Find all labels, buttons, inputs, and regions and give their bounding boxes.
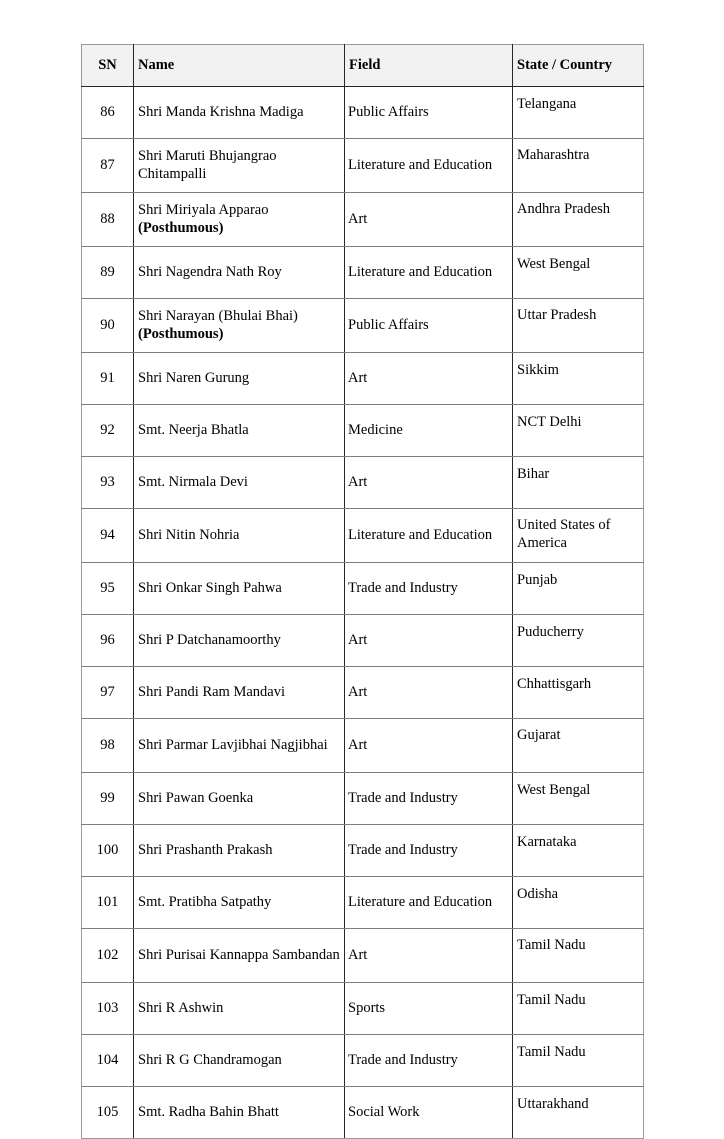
awards-table (81, 44, 644, 1139)
table-header-row (82, 45, 644, 87)
column-header-field: Field (345, 45, 513, 87)
cell-name: Shri Pawan Goenka (134, 773, 345, 825)
cell-serial-number: 92 (82, 405, 134, 457)
cell-name: Smt. Neerja Bhatla (134, 405, 345, 457)
cell-field: Trade and Industry (345, 773, 513, 825)
cell-field: Literature and Education (345, 139, 513, 193)
cell-state-country: Odisha (513, 877, 644, 929)
cell-name: Shri Maruti Bhujangrao Chitampalli (134, 139, 345, 193)
cell-serial-number: 93 (82, 457, 134, 509)
cell-field: Art (345, 353, 513, 405)
table-body (82, 87, 644, 1139)
table-row (82, 719, 644, 773)
cell-serial-number: 99 (82, 773, 134, 825)
cell-serial-number: 91 (82, 353, 134, 405)
cell-serial-number: 94 (82, 509, 134, 563)
awardee-name: Shri Miriyala Apparao (138, 201, 269, 218)
cell-name (134, 299, 345, 353)
cell-field: Literature and Education (345, 247, 513, 299)
table-row (82, 405, 644, 457)
cell-serial-number: 103 (82, 983, 134, 1035)
cell-serial-number: 86 (82, 87, 134, 139)
cell-serial-number: 96 (82, 615, 134, 667)
cell-name: Shri Purisai Kannappa Sambandan (134, 929, 345, 983)
column-header-sn: SN (82, 45, 134, 87)
cell-field: Social Work (345, 1087, 513, 1139)
cell-field: Trade and Industry (345, 563, 513, 615)
cell-name: Shri Pandi Ram Mandavi (134, 667, 345, 719)
cell-field: Literature and Education (345, 877, 513, 929)
cell-name: Shri Nagendra Nath Roy (134, 247, 345, 299)
cell-state-country: Puducherry (513, 615, 644, 667)
cell-state-country: Tamil Nadu (513, 929, 644, 983)
cell-serial-number: 98 (82, 719, 134, 773)
cell-state-country: Punjab (513, 563, 644, 615)
posthumous-label: (Posthumous) (138, 325, 224, 342)
cell-state-country: Telangana (513, 87, 644, 139)
cell-serial-number: 89 (82, 247, 134, 299)
cell-field: Literature and Education (345, 509, 513, 563)
cell-name: Shri R G Chandramogan (134, 1035, 345, 1087)
table-header (82, 45, 644, 87)
cell-state-country: United States of America (513, 509, 644, 563)
table-row (82, 983, 644, 1035)
column-header-name: Name (134, 45, 345, 87)
cell-state-country: Chhattisgarh (513, 667, 644, 719)
cell-field: Art (345, 615, 513, 667)
cell-field: Art (345, 667, 513, 719)
cell-field: Sports (345, 983, 513, 1035)
cell-field: Art (345, 719, 513, 773)
table-row (82, 457, 644, 509)
table-row (82, 825, 644, 877)
cell-state-country: Karnataka (513, 825, 644, 877)
table-row (82, 87, 644, 139)
cell-state-country: Maharashtra (513, 139, 644, 193)
cell-state-country: NCT Delhi (513, 405, 644, 457)
cell-name: Shri Prashanth Prakash (134, 825, 345, 877)
table-row (82, 139, 644, 193)
posthumous-label: (Posthumous) (138, 219, 224, 236)
table-row (82, 353, 644, 405)
awardee-name: Shri Narayan (Bhulai Bhai) (138, 307, 298, 324)
cell-name: Shri Parmar Lavjibhai Nagjibhai (134, 719, 345, 773)
cell-state-country: Gujarat (513, 719, 644, 773)
cell-state-country: Bihar (513, 457, 644, 509)
cell-serial-number: 101 (82, 877, 134, 929)
cell-name: Smt. Radha Bahin Bhatt (134, 1087, 345, 1139)
cell-name: Shri Onkar Singh Pahwa (134, 563, 345, 615)
cell-serial-number: 97 (82, 667, 134, 719)
cell-name: Shri R Ashwin (134, 983, 345, 1035)
cell-name (134, 193, 345, 247)
table-row (82, 615, 644, 667)
cell-name: Shri P Datchanamoorthy (134, 615, 345, 667)
table-row (82, 247, 644, 299)
cell-field: Trade and Industry (345, 1035, 513, 1087)
cell-state-country: West Bengal (513, 247, 644, 299)
table-row (82, 929, 644, 983)
table-row (82, 509, 644, 563)
cell-state-country: Andhra Pradesh (513, 193, 644, 247)
cell-field: Public Affairs (345, 299, 513, 353)
cell-field: Art (345, 457, 513, 509)
cell-name: Smt. Pratibha Satpathy (134, 877, 345, 929)
cell-serial-number: 102 (82, 929, 134, 983)
cell-name: Shri Manda Krishna Madiga (134, 87, 345, 139)
cell-name: Shri Nitin Nohria (134, 509, 345, 563)
cell-serial-number: 88 (82, 193, 134, 247)
table-row (82, 193, 644, 247)
table-row (82, 563, 644, 615)
table-row (82, 667, 644, 719)
cell-field: Art (345, 193, 513, 247)
cell-field: Medicine (345, 405, 513, 457)
cell-state-country: West Bengal (513, 773, 644, 825)
cell-serial-number: 95 (82, 563, 134, 615)
cell-field: Trade and Industry (345, 825, 513, 877)
cell-name: Smt. Nirmala Devi (134, 457, 345, 509)
table-row (82, 1087, 644, 1139)
cell-field: Public Affairs (345, 87, 513, 139)
cell-serial-number: 105 (82, 1087, 134, 1139)
cell-serial-number: 100 (82, 825, 134, 877)
cell-state-country: Uttarakhand (513, 1087, 644, 1139)
cell-state-country: Sikkim (513, 353, 644, 405)
table-row (82, 773, 644, 825)
cell-state-country: Uttar Pradesh (513, 299, 644, 353)
cell-field: Art (345, 929, 513, 983)
table-row (82, 877, 644, 929)
cell-serial-number: 87 (82, 139, 134, 193)
cell-serial-number: 90 (82, 299, 134, 353)
table-row (82, 299, 644, 353)
cell-serial-number: 104 (82, 1035, 134, 1087)
table-row (82, 1035, 644, 1087)
cell-name: Shri Naren Gurung (134, 353, 345, 405)
cell-state-country: Tamil Nadu (513, 983, 644, 1035)
column-header-state: State / Country (513, 45, 644, 87)
cell-state-country: Tamil Nadu (513, 1035, 644, 1087)
